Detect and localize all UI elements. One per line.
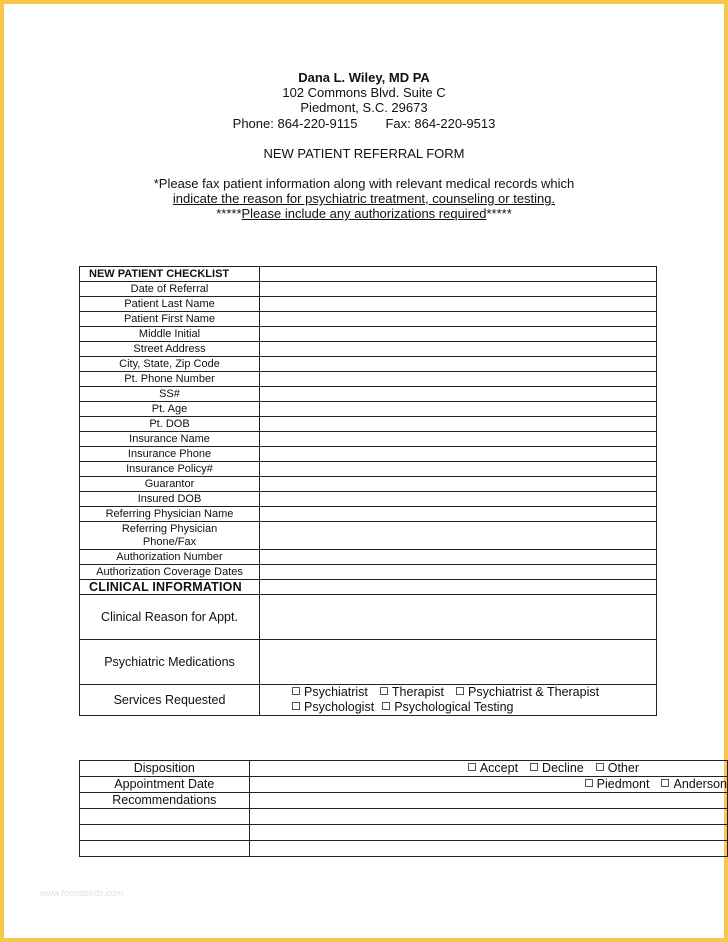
table-row xyxy=(80,282,657,297)
disposition-options xyxy=(249,761,727,777)
field-label: Insurance Policy# xyxy=(80,462,260,477)
field-input[interactable] xyxy=(260,522,657,550)
instruction-line-2-text: indicate the reason for psychiatric treatment, counseling or testing. xyxy=(172,191,556,206)
table-row xyxy=(80,640,657,685)
table-row xyxy=(80,342,657,357)
location-option-piedmont[interactable] xyxy=(585,777,650,792)
instruction-stars-right: ***** xyxy=(486,206,512,221)
table-row xyxy=(80,327,657,342)
field-label: Insurance Name xyxy=(80,432,260,447)
field-label-line: Referring Physician xyxy=(121,522,218,535)
form-title: NEW PATIENT REFERRAL FORM xyxy=(263,146,465,161)
field-input[interactable] xyxy=(260,417,657,432)
recommendations-row xyxy=(80,793,728,809)
checkbox-icon[interactable] xyxy=(661,779,669,787)
field-input[interactable] xyxy=(260,327,657,342)
address-line-2: Piedmont, S.C. 29673 xyxy=(300,100,428,115)
field-label: Patient First Name xyxy=(80,312,260,327)
service-option[interactable] xyxy=(456,685,599,700)
field-input[interactable] xyxy=(260,492,657,507)
instruction-line-2 xyxy=(0,191,728,206)
disposition-option-accept[interactable] xyxy=(468,761,518,776)
field-label: Psychiatric Medications xyxy=(80,640,260,685)
checkbox-icon[interactable] xyxy=(292,702,300,710)
disposition-option-label: Accept xyxy=(479,761,519,775)
field-label: Clinical Reason for Appt. xyxy=(80,595,260,640)
location-options xyxy=(249,777,727,793)
appointment-row xyxy=(80,777,728,793)
checkbox-icon[interactable] xyxy=(596,763,604,771)
clinical-header-value xyxy=(260,580,657,595)
field-input[interactable] xyxy=(260,640,657,685)
table-row xyxy=(80,550,657,565)
field-input[interactable] xyxy=(260,565,657,580)
field-label: Authorization Number xyxy=(80,550,260,565)
service-option-label: Psychologist xyxy=(304,700,375,714)
field-label-referring-phone xyxy=(80,522,260,550)
field-input[interactable] xyxy=(260,402,657,417)
table-row xyxy=(80,372,657,387)
table-row xyxy=(80,825,728,841)
checkbox-icon[interactable] xyxy=(530,763,538,771)
fax-number: Fax: 864-220-9513 xyxy=(385,116,496,131)
checkbox-icon[interactable] xyxy=(468,763,476,771)
blank-cell xyxy=(80,841,250,857)
field-input[interactable] xyxy=(260,432,657,447)
field-label: Guarantor xyxy=(80,477,260,492)
table-row xyxy=(80,507,657,522)
service-option[interactable] xyxy=(292,700,374,715)
services-options-row-2 xyxy=(260,700,656,715)
table-row xyxy=(80,841,728,857)
table-row xyxy=(80,447,657,462)
field-input[interactable] xyxy=(260,550,657,565)
services-options xyxy=(260,685,657,716)
field-input[interactable] xyxy=(260,342,657,357)
table-row xyxy=(80,402,657,417)
recommendations-label: Recommendations xyxy=(80,793,250,809)
disposition-row xyxy=(80,761,728,777)
phone-number: Phone: 864-220-9115 xyxy=(232,116,358,131)
field-input[interactable] xyxy=(260,595,657,640)
checklist-header-value xyxy=(260,267,657,282)
field-label: Authorization Coverage Dates xyxy=(80,565,260,580)
recommendations-input[interactable] xyxy=(249,841,727,857)
checklist-header-row xyxy=(80,267,657,282)
field-label: Street Address xyxy=(80,342,260,357)
services-label: Services Requested xyxy=(80,685,260,716)
instruction-line-3 xyxy=(0,206,728,221)
checkbox-icon[interactable] xyxy=(382,702,390,710)
disposition-option-other[interactable] xyxy=(596,761,639,776)
field-input[interactable] xyxy=(260,297,657,312)
disposition-option-label: Decline xyxy=(542,761,584,775)
service-option-label: Psychiatrist xyxy=(304,685,368,699)
field-input[interactable] xyxy=(260,372,657,387)
field-input[interactable] xyxy=(260,447,657,462)
disposition-option-decline[interactable] xyxy=(530,761,584,776)
field-label: Referring Physician Name xyxy=(80,507,260,522)
table-row xyxy=(80,357,657,372)
table-row xyxy=(80,387,657,402)
field-input[interactable] xyxy=(260,357,657,372)
appointment-date-label: Appointment Date xyxy=(80,777,250,793)
table-row xyxy=(80,312,657,327)
field-label: SS# xyxy=(80,387,260,402)
service-option[interactable] xyxy=(380,685,444,700)
contact-line xyxy=(0,116,728,131)
checkbox-icon[interactable] xyxy=(456,687,464,695)
patient-checklist-table xyxy=(79,266,657,716)
clinical-title: CLINICAL INFORMATION xyxy=(80,580,260,595)
field-label: Pt. Age xyxy=(80,402,260,417)
instruction-stars-left: ***** xyxy=(216,206,242,221)
watermark: www.formsbirds.com xyxy=(40,888,124,898)
disposition-option-label: Other xyxy=(607,761,639,775)
table-row xyxy=(80,492,657,507)
doctor-name: Dana L. Wiley, MD PA xyxy=(298,70,430,85)
table-row xyxy=(80,462,657,477)
location-option-anderson[interactable] xyxy=(661,777,727,792)
services-row xyxy=(80,685,657,716)
field-input[interactable] xyxy=(260,387,657,402)
location-option-label: Anderson xyxy=(673,777,727,791)
field-label-line: Phone/Fax xyxy=(142,535,197,548)
instruction-line-1: *Please fax patient information along with relevant medical records which xyxy=(153,176,575,191)
field-label: City, State, Zip Code xyxy=(80,357,260,372)
authorization-note: Please include any authorizations required xyxy=(241,206,487,221)
service-option-label: Psychiatrist & Therapist xyxy=(468,685,600,699)
table-row xyxy=(80,417,657,432)
table-row xyxy=(80,432,657,447)
field-label: Middle Initial xyxy=(80,327,260,342)
table-row xyxy=(80,522,657,550)
clinical-header-row xyxy=(80,580,657,595)
services-options-row-1 xyxy=(260,685,656,700)
field-label: Patient Last Name xyxy=(80,297,260,312)
field-input[interactable] xyxy=(260,507,657,522)
checklist-title: NEW PATIENT CHECKLIST xyxy=(80,267,260,282)
checkbox-icon[interactable] xyxy=(380,687,388,695)
disposition-label: Disposition xyxy=(80,761,250,777)
field-label: Insured DOB xyxy=(80,492,260,507)
service-option[interactable] xyxy=(382,700,513,715)
checkbox-icon[interactable] xyxy=(292,687,300,695)
service-option-label: Psychological Testing xyxy=(394,700,514,714)
address-line-1: 102 Commons Blvd. Suite C xyxy=(282,85,446,100)
table-row xyxy=(80,477,657,492)
checkbox-icon[interactable] xyxy=(585,779,593,787)
field-input[interactable] xyxy=(260,282,657,297)
table-row xyxy=(80,809,728,825)
table-row xyxy=(80,595,657,640)
recommendations-input[interactable] xyxy=(249,793,727,809)
field-input[interactable] xyxy=(260,312,657,327)
field-label: Pt. Phone Number xyxy=(80,372,260,387)
field-input[interactable] xyxy=(260,462,657,477)
table-row xyxy=(80,297,657,312)
service-option[interactable] xyxy=(292,685,368,700)
field-input[interactable] xyxy=(260,477,657,492)
recommendations-input[interactable] xyxy=(249,825,727,841)
field-label: Pt. DOB xyxy=(80,417,260,432)
field-label: Date of Referral xyxy=(80,282,260,297)
location-option-label: Piedmont xyxy=(596,777,650,791)
table-row xyxy=(80,565,657,580)
recommendations-input[interactable] xyxy=(249,809,727,825)
blank-cell xyxy=(80,825,250,841)
blank-cell xyxy=(80,809,250,825)
field-label: Insurance Phone xyxy=(80,447,260,462)
disposition-table xyxy=(79,760,728,857)
service-option-label: Therapist xyxy=(391,685,445,699)
